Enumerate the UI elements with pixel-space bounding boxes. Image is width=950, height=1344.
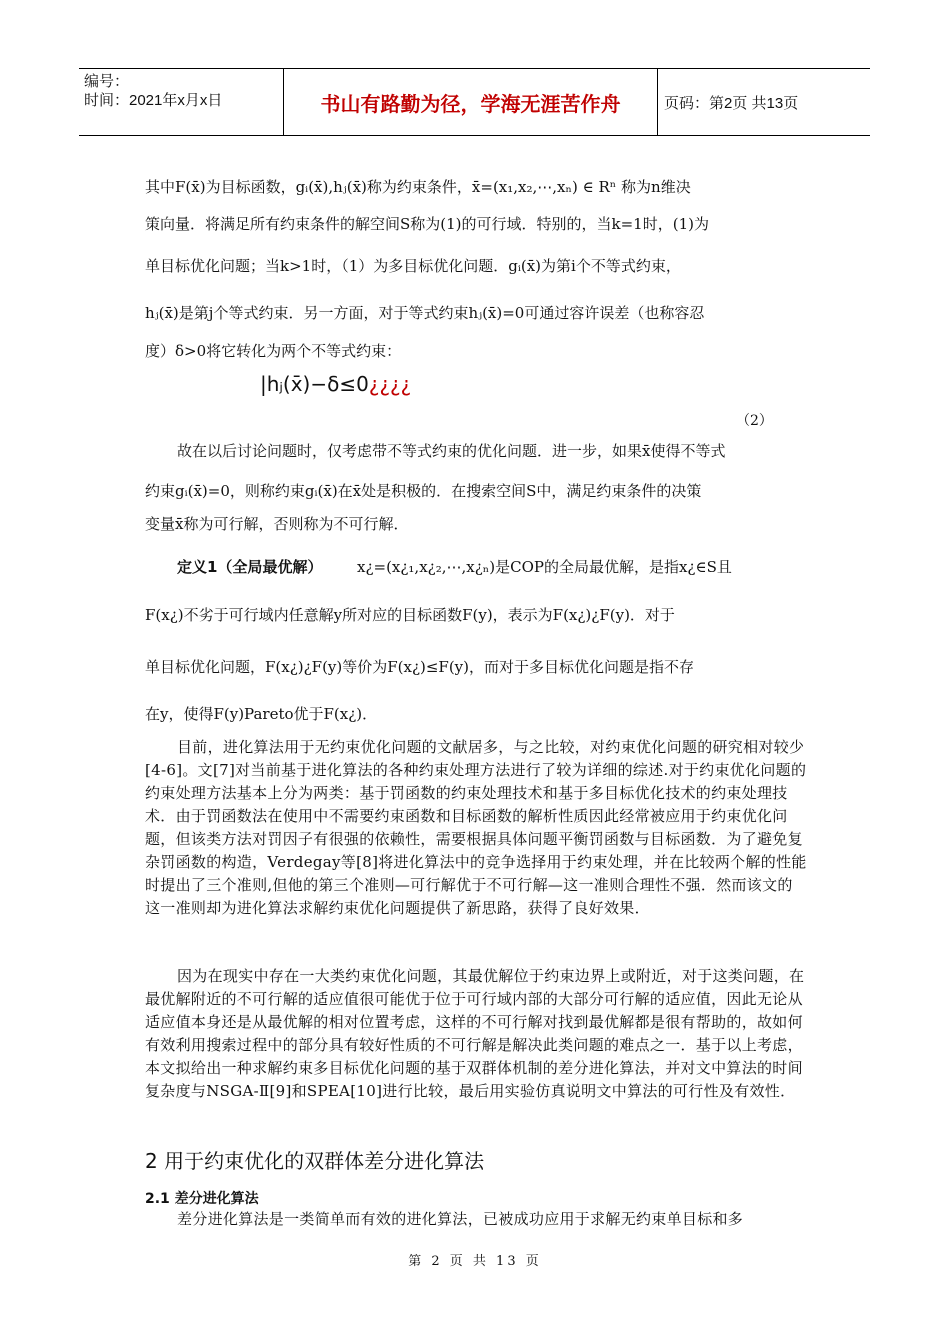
section-2-1-heading: 2.1 差分进化算法 bbox=[145, 1191, 259, 1207]
section-2-heading: 2 用于约束优化的双群体差分进化算法 bbox=[145, 1149, 485, 1173]
definition-line-1: x¿=(x¿₁,x¿₂,⋯,x¿ₙ)是COP的全局最优解，是指x¿∈S且 bbox=[357, 558, 732, 576]
motto: 书山有路勤为径，学海无涯苦作舟 bbox=[284, 69, 658, 135]
definition-line-4: 在y，使得F(y)Pareto优于F(x¿)． bbox=[145, 705, 378, 723]
header-table bbox=[79, 68, 870, 136]
body-line-7: 约束gᵢ(x̄)=0，则称约束gᵢ(x̄)在x̄处是积极的．在搜索空间S中，满足约束条件的决策 bbox=[145, 482, 702, 500]
page-label: 页码：第2页 共13页 bbox=[664, 94, 799, 112]
definition-title: 定义1（全局最优解） bbox=[177, 558, 323, 576]
paragraph-2: 因为在现实中存在一大类约束优化问题，其最优解位于约束边界上或附近，对于这类问题，在最优解附近的不可行解的适应值很可能优于位于可行域内部的大部分可行解的适应值，因此无论从适应值本身还是从最优解的相对位置考虑，这样的不可行解对找到最优解都是很有帮助的，故如何有效利用搜索过程中的部分具有较好性质的不可行解是解决此类问题的难点之一．基于以上考虑，本文拟给出一种求解约束多目标优化问题的基于双群体机制的差分进化算法，并对文中算法的时间复杂度与NSGA-Ⅱ[9]和SPEA[10]进行比较，最后用实验仿真说明文中算法的可行性及有效性． bbox=[145, 967, 805, 1100]
body-line-4: hⱼ(x̄)是第j个等式约束．另一方面，对于等式约束hⱼ(x̄)=0可通过容许误差（也称容忍 bbox=[145, 304, 705, 322]
equation-2 bbox=[260, 372, 411, 396]
body-line-8: 变量x̄称为可行解，否则称为不可行解． bbox=[145, 515, 409, 533]
body-line-6: 故在以后讨论问题时，仅考虑带不等式约束的优化问题．进一步，如果x̄使得不等式 bbox=[177, 442, 726, 460]
date-label: 时间：2021年x月x日 bbox=[84, 92, 223, 109]
body-line-1: 其中F(x̄)为目标函数，gᵢ(x̄),hⱼ(x̄)称为约束条件，x̄=(x₁,x₂,⋯,xₙ) ∈ Rⁿ 称为n维决 bbox=[145, 178, 691, 196]
equation-2-garble: ¿¿¿¿ bbox=[368, 372, 412, 396]
paragraph-3: 差分进化算法是一类简单而有效的进化算法，已被成功应用于求解无约束单目标和多 bbox=[177, 1210, 744, 1228]
number-label: 编号： bbox=[84, 73, 130, 90]
equation-2-number: （2） bbox=[736, 413, 773, 429]
body-line-3: 单目标优化问题；当k>1时，（1）为多目标优化问题．gᵢ(x̄)为第i个不等式约束， bbox=[145, 257, 681, 275]
definition-line-3: 单目标优化问题，F(x¿)¿F(y)等价为F(x¿)≤F(y)，而对于多目标优化问题是指不存 bbox=[145, 658, 695, 676]
body-line-5: 度）δ>0将它转化为两个不等式约束： bbox=[145, 342, 402, 360]
body-line-2: 策向量．将满足所有约束条件的解空间S称为(1)的可行域．特别的，当k=1时，(1)为 bbox=[145, 215, 709, 233]
equation-2-body: |hⱼ(x̄)−δ≤0 bbox=[260, 372, 369, 396]
page-footer: 第 2 页 共 13 页 bbox=[408, 1254, 542, 1269]
paragraph-1: 目前，进化算法用于无约束优化问题的文献居多，与之比较，对约束优化问题的研究相对较少[4-6]。文[7]对当前基于进化算法的各种约束处理方法进行了较为详细的综述.对于约束优化问题的约束处理方法基本上分为两类：基于罚函数的约束处理技术和基于多目标优化技术的约束处理技术．由于罚函数法在使用中不需要约束函数和目标函数的解析性质因此经常被应用于约束优化问题，但该类方法对罚因子有很强的依赖性，需要根据具体问题平衡罚函数与目标函数．为了避免复杂罚函数的构造，Verdegay等[8]将进化算法中的竞争选择用于约束处理，并在比较两个解的性能时提出了三个准则,但他的第三个准则—可行解优于不可行解—这一准则合理性不强．然而该文的这一准则却为进化算法求解约束优化问题提供了新思路，获得了良好效果． bbox=[145, 738, 807, 917]
header-meta-cell bbox=[79, 69, 284, 135]
definition-line-2: F(x¿)不劣于可行域内任意解y所对应的目标函数F(y)，表示为F(x¿)¿F(y)．对于 bbox=[145, 606, 675, 624]
